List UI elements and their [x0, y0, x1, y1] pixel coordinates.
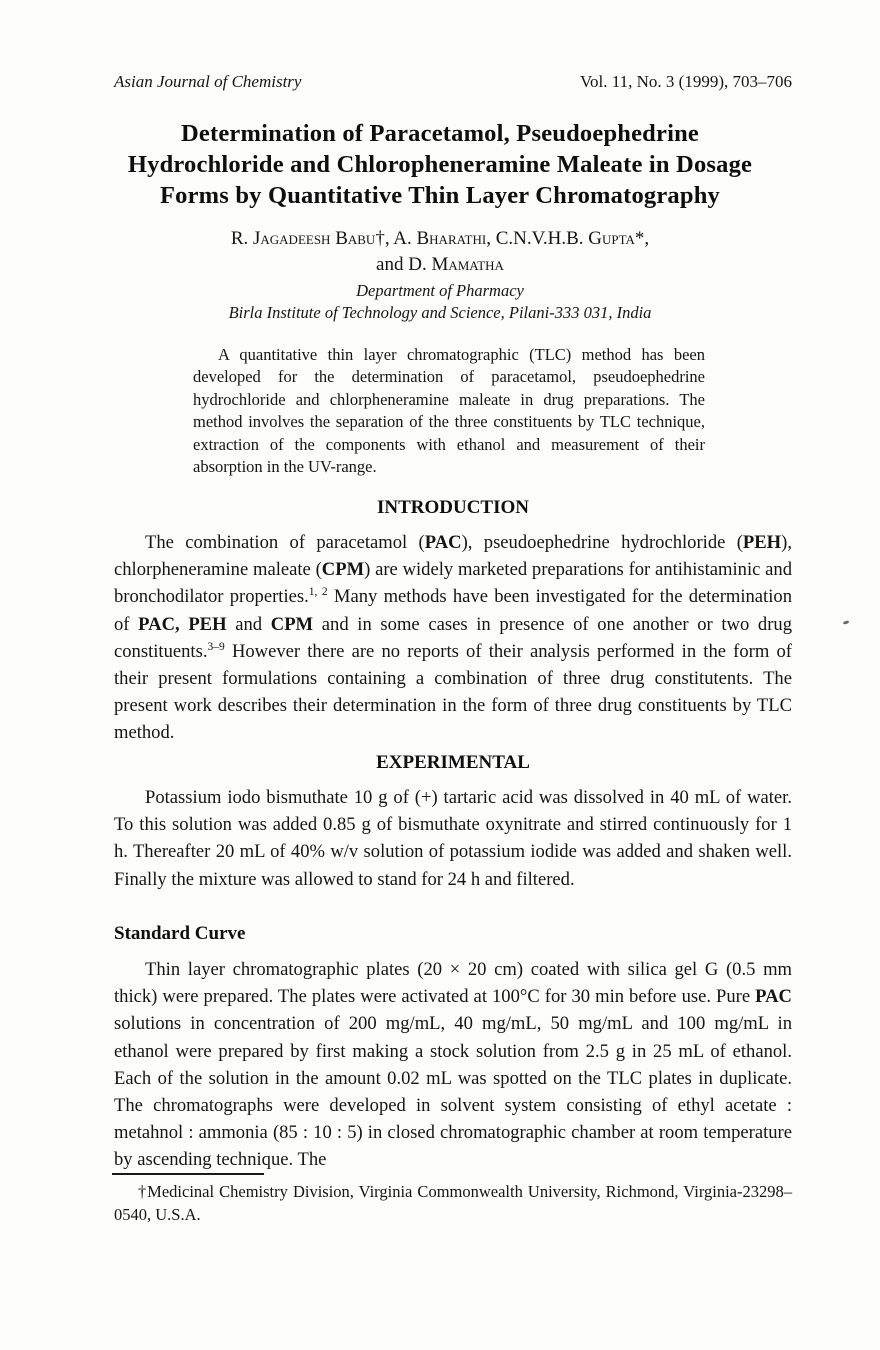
article-title [60, 118, 820, 211]
author-line1: R. Jagadeesh Babu†, A. Bharathi, C.N.V.H.B. Gupta*, [230, 228, 650, 249]
experimental-heading: EXPERIMENTAL [376, 752, 530, 773]
affiliation-institute: Birla Institute of Technology and Science, Pilani-333 031, India [228, 303, 652, 322]
journal-name: Asian Journal of Chemistry [114, 72, 302, 91]
abstract-paragraph: A quantitative thin layer chromatographic (TLC) method has been developed for the determination of paracetamol, pseudoephedrine hydrochloride and chlorpheneramine maleate in drug preparations. The method involves the separation of the three constituents by TLC technique, extraction of the components with ethanol and measurement of their absorption in the UV-range. [193, 345, 705, 477]
article-title-line1: Determination of Paracetamol, Pseudoephedrine [181, 120, 699, 147]
standard-curve-paragraph: Thin layer chromatographic plates (20 × 20 cm) coated with silica gel G (0.5 mm thick) were prepared. The plates were activated at 100°C for 30 min before use. Pure PAC solutions in concentration of 200 mg/mL, 40 mg/mL, 50 mg/mL and 100 mg/mL in ethanol were prepared by first making a stock solution from 2.5 g in 25 mL of ethanol. Each of the solution in the amount 0.02 mL was spotted on the TLC plates in duplicate. The chromatographs were developed in solvent system consisting of ethyl acetate : metahnol : ammonia (85 : 10 : 5) in closed chromatographic chamber at room temperature by ascending technique. The [114, 959, 792, 1171]
standard-curve-heading: Standard Curve [114, 923, 246, 944]
introduction-paragraph: The combination of paracetamol (PAC), pseudoephedrine hydrochloride (PEH), chlorpheneramine maleate (CPM) are widely marketed preparations for antihistaminic and bronchodilator properties.$^{1, 2}$ Many methods have been investigated for the determination of PAC, PEH and CPM and in some cases in presence of one another or two drug constituents.$^{3-9}$ However there are no reports of their analysis performed in the form of their present formulations containing a combination of three drug constitutents. The present work describes their determination in the form of three drug constituents by TLC method. [114, 532, 793, 744]
introduction-heading: INTRODUCTION [376, 497, 530, 518]
experimental-paragraph: Potassium iodo bismuthate 10 g of (+) tartaric acid was dissolved in 40 mL of water. To this solution was added 0.85 g of bismuthate oxynitrate and stirred continuously for 1 h. Thereafter 20 mL of 40% w/v solution of potassium iodide was added and shaken well. Finally the mixture was allowed to stand for 24 h and filtered. [114, 787, 792, 890]
footnote-text: †Medicinal Chemistry Division, Virginia Commonwealth University, Richmond, Virginia-23298–0540, U.S.A. [114, 1182, 792, 1224]
running-head [114, 72, 792, 92]
affiliation [60, 280, 820, 324]
author-list [60, 226, 820, 278]
article-title-line2: Hydrochloride and Chloropheneramine Maleate in Dosage [127, 151, 753, 178]
footnote-rule [112, 1173, 264, 1175]
article-title-line3: Forms by Quantitative Thin Layer Chromatography [159, 182, 720, 209]
scan-artifact-speck [843, 620, 850, 624]
volume-issue-pages: Vol. 11, No. 3 (1999), 703–706 [579, 72, 792, 91]
author-line2: and D. Mamatha [376, 254, 504, 275]
affiliation-department: Department of Pharmacy [356, 281, 524, 300]
